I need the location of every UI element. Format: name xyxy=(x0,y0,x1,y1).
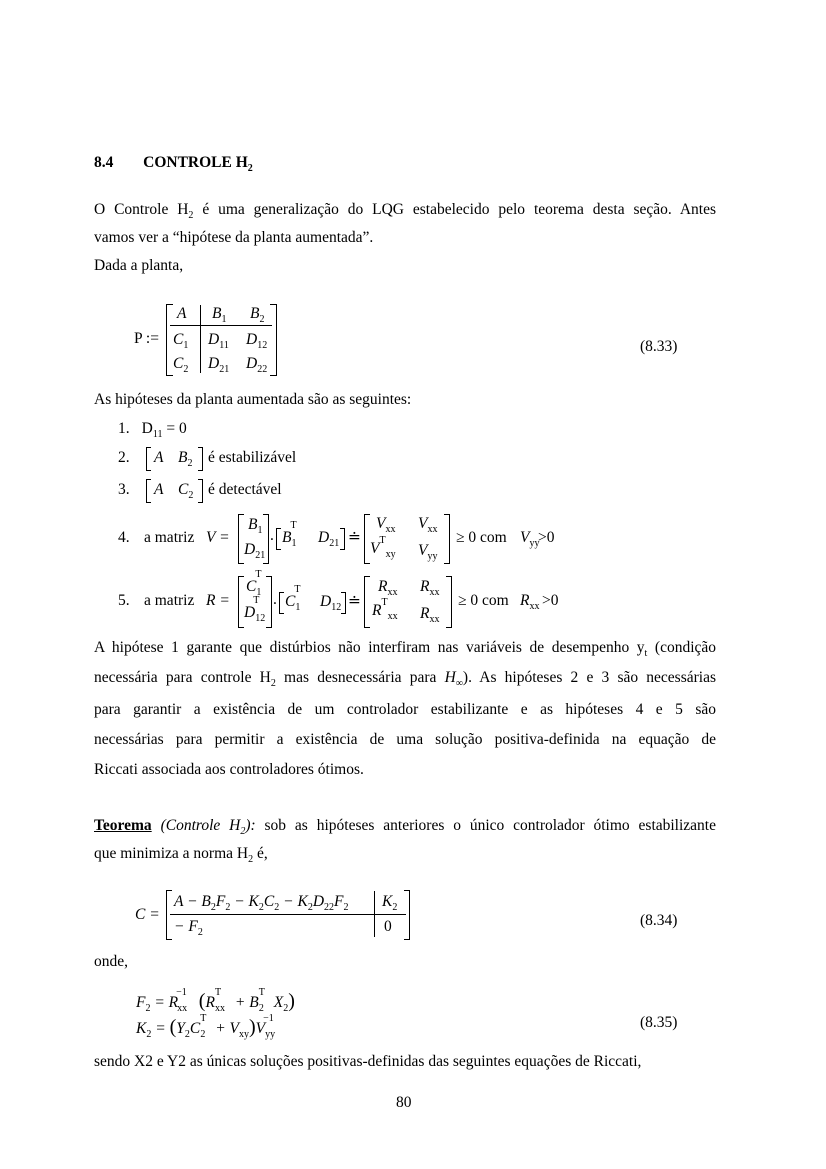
eq-833-cell: $B_1$ xyxy=(212,305,227,326)
hypothesis-3: 3. A $C_2$ é detectável xyxy=(118,481,282,502)
section-number: 8.4 xyxy=(94,154,114,171)
intro-text: O Controle H xyxy=(94,201,189,218)
hypothesis-4: 4. a matriz V = $B_1$ $D_{21}$ . $B_1^T$ $D_{21}$ ≐ $V_{xx}$ $V_{xx}$ $V^T_{xy}$ $V_{yy}$ ≥ 0 com $V_{yy}$ >0 xyxy=(118,515,555,563)
para1-line-5: Riccati associada aos controladores ótimos. xyxy=(94,761,364,778)
closing-text: sendo X2 e Y2 as únicas soluções positivas-definidas das seguintes equações de Riccati, xyxy=(94,1053,642,1070)
para1-line-4: necessárias para permitir a existência de uma solução positiva-definida na equação de xyxy=(94,731,716,748)
para1-line-1: A hipótese 1 garante que distúrbios não interfiram nas variáveis de desempenho $y_t$ (condição xyxy=(94,639,717,660)
eq-834-number: (8.34) xyxy=(640,912,678,929)
para1-line-3: para garantir a existência de um controlador estabilizante e as hipóteses 4 e 5 são xyxy=(94,701,716,718)
eq-833-cell: $D_{12}$ xyxy=(246,331,268,352)
theorem-line-2: que minimiza a norma $H_2$ é, xyxy=(94,845,268,866)
eq-833-cell: $D_{22}$ xyxy=(246,355,268,376)
eq-833-lhs: P := xyxy=(134,330,159,347)
eq-833-cell: A xyxy=(177,305,187,322)
theorem-line-1: Teorema (Controle $H_2$): sob as hipóteses anteriores o único controlador ótimo estabilizante xyxy=(94,817,716,838)
section-title-sub: 2 xyxy=(247,163,253,175)
equation-8-34: C = $A - B_2F_2 - K_2C_2 - K_2D_{22}F_2$ − $F_2$ $K_2$ 0 (8.34) xyxy=(0,0,826,960)
equation-8-35: $F_2 = R_{xx}^{-1}$ ($R^T_{xx} + B^T_2$ $X_2$) $K_2 = (Y_2C^T_2 + V_{xy})V_{yy}^{-1}$ (8.35) xyxy=(136,986,678,1041)
page-number: 80 xyxy=(396,1094,412,1111)
onde-text: onde, xyxy=(94,953,129,970)
theorem-label: Teorema xyxy=(94,817,152,834)
hypothesis-1: 1. $D_{11} = 0$ xyxy=(118,420,187,441)
intro-text: é uma generalização do LQG estabelecido pelo teorema desta seção. Antes xyxy=(193,201,716,218)
eq-833-number: (8.33) xyxy=(640,338,678,355)
intro-line-3: Dada a planta, xyxy=(94,257,184,274)
intro-sub: 2 xyxy=(188,210,194,222)
para1-line-2: necessária para controle $H_2$ mas desnecessária para $H_\infty$). As hipóteses 2 e 3 são necessárias xyxy=(94,669,717,690)
section-title: CONTROLE H xyxy=(143,154,248,171)
eq-833-cell: $C_1$ xyxy=(173,331,189,352)
intro-line-2: vamos ver a “hipótese da planta aumentada”. xyxy=(94,229,374,246)
eq-833-cell: $D_{21}$ xyxy=(208,355,230,376)
hypotheses-intro: As hipóteses da planta aumentada são as seguintes: xyxy=(94,391,412,408)
eq-833-cell: $B_2$ xyxy=(250,305,265,326)
eq-833-cell: $D_{11}$ xyxy=(208,331,229,352)
hypothesis-5: 5. a matriz R = $C_1^T$ $D_{12}^T$ . $C_1^T$ $D_{12}$ ≐ $R_{xx}$ $R_{xx}$ $R^T_{xx}$ $R_{xx}$ ≥ 0 com $R_{xx}$ >0 xyxy=(0,0,826,640)
eq-833-cell: $C_2$ xyxy=(173,355,189,376)
eq-835-number: (8.35) xyxy=(640,1014,678,1031)
hypothesis-2: 2. A $B_2$ é estabilizável xyxy=(118,449,297,470)
